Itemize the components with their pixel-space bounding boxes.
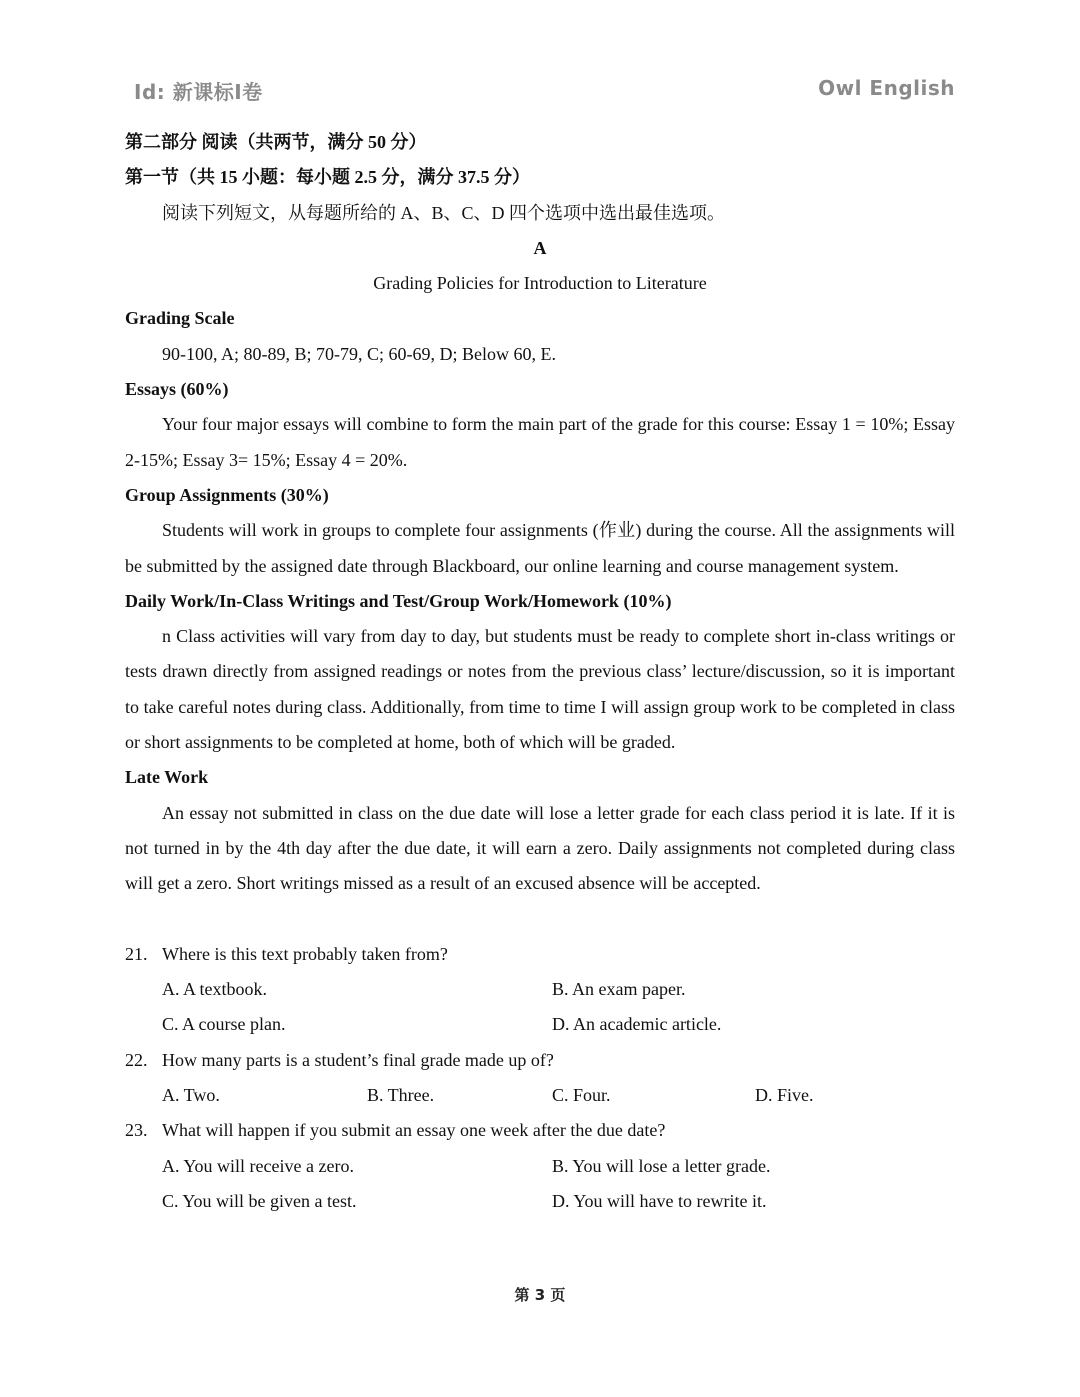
option-a[interactable]: A. You will receive a zero. [162,1155,354,1176]
section-text: An essay not submitted in class on the due date will lose a letter grade for each class period it is late. If it is not turned in by the 4th day after the due date, it will earn a zero. Daily assignments not completed during class will get a zero. Short writings missed as a result of an excused absence will be accepted. [125,802,955,894]
section-heading: Grading Scale [125,308,235,329]
page-number: 第 3 页 [514,1286,566,1304]
option-b[interactable]: B. You will lose a letter grade. [552,1155,771,1176]
spacer [125,902,955,937]
option-c[interactable]: C. A course plan. [162,1014,286,1035]
instructions: 阅读下列短文，从每题所给的 A、B、C、D 四个选项中选出最佳选项。 [162,202,726,223]
section-heading: Daily Work/In-Class Writings and Test/Group Work/Homework (10%) [125,590,672,611]
option-c[interactable]: C. Four. [552,1085,611,1106]
header-id-label: Id: 新课标I卷 [134,80,263,104]
passage-section-essays [125,372,955,478]
option-b[interactable]: B. Three. [367,1085,435,1106]
passage-section-group-assignments [125,478,955,584]
question-number: 23. [125,1120,148,1141]
section-text: n Class activities will vary from day to day, but students must be ready to complete short in-class writings or tests drawn directly from assigned readings or notes from the previous class’ lecture/discussion, so it is important to take careful notes during class. Additionally, from time to time I will assign group work to be completed in class or short assignments to be completed at home, both of which will be graded. [125,626,955,753]
section-heading: Essays (60%) [125,379,229,400]
question-text: What will happen if you submit an essay one week after the due date? [162,1120,666,1141]
section-heading: Late Work [125,767,209,788]
section-title: 第一节（共 15 小题：每小题 2.5 分，满分 37.5 分） [125,167,530,188]
question-number: 22. [125,1049,148,1070]
question-number: 21. [125,943,148,964]
question-text: How many parts is a student’s final grade made up of? [162,1049,554,1070]
option-a[interactable]: A. A textbook. [162,979,268,1000]
section-text: 90-100, A; 80-89, B; 70-79, C; 60-69, D; Below 60, E. [162,343,556,364]
section-text: Your four major essays will combine to form the main part of the grade for this course: Essay 1 = 10%; Essay 2-15%; Essay 3= 15%; Essay 4 = 20%. [125,414,955,470]
passage-section-late-work [125,760,955,901]
option-c[interactable]: C. You will be given a test. [162,1190,357,1211]
header-brand-label: Owl English [818,76,955,100]
page-content [125,125,955,1219]
question-22 [125,1043,955,1114]
question-21 [125,937,955,1043]
question-23 [125,1113,955,1219]
option-b[interactable]: B. An exam paper. [552,979,686,1000]
part-title: 第二部分 阅读（共两节，满分 50 分） [125,132,427,152]
question-text: Where is this text probably taken from? [162,943,448,964]
section-heading: Group Assignments (30%) [125,484,329,505]
passage-section-daily-work [125,584,955,760]
passage-section-grading-scale [125,301,955,372]
option-d[interactable]: D. Five. [755,1085,814,1106]
option-d[interactable]: D. You will have to rewrite it. [552,1190,767,1211]
passage-title: Grading Policies for Introduction to Literature [373,273,707,294]
option-d[interactable]: D. An academic article. [552,1014,722,1035]
section-text: Students will work in groups to complete four assignments (作业) during the course. All the assignments will be submitted by the assigned date through Blackboard, our online learning and course management system. [125,520,955,576]
passage-letter: A [533,237,547,258]
option-a[interactable]: A. Two. [162,1085,220,1106]
